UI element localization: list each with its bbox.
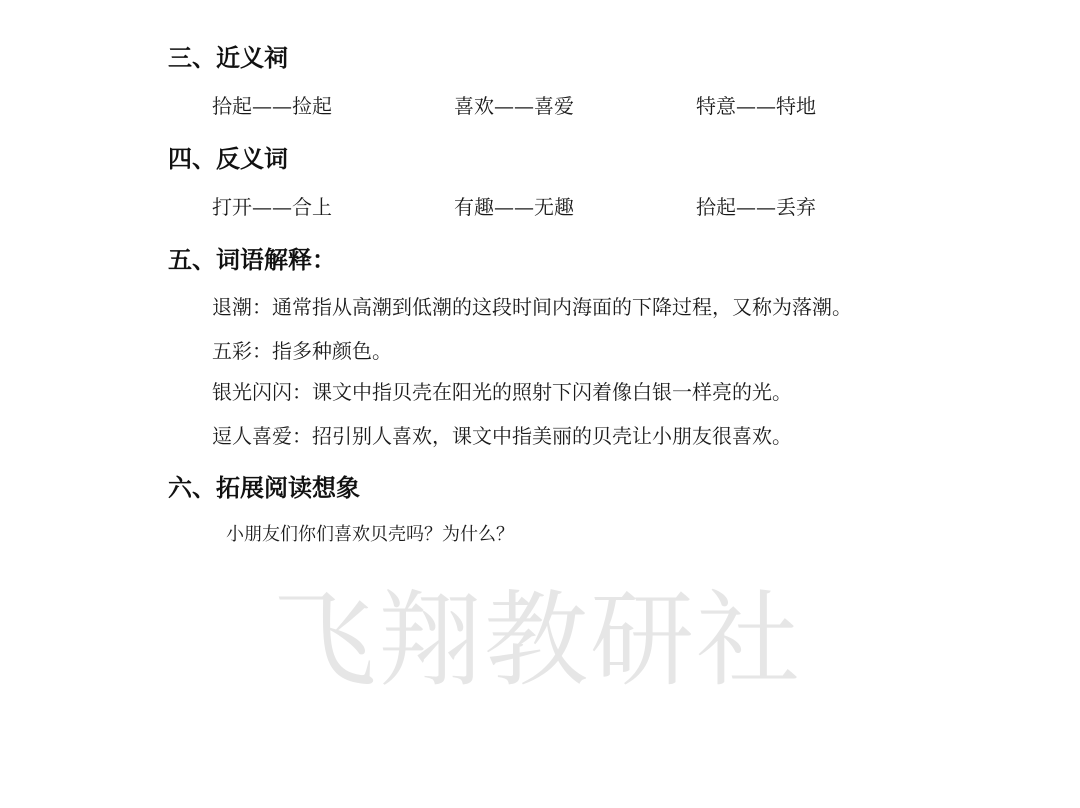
antonym-pair-1: 打开——合上: [212, 195, 332, 219]
antonym-pair-2: 有趣——无趣: [454, 195, 574, 219]
watermark-text: 飞翔教研社: [272, 579, 803, 701]
definition-item-3: 银光闪闪：课文中指贝壳在阳光的照射下闪着像白银一样亮的光。: [212, 380, 792, 404]
synonym-pair-3: 特意——特地: [696, 94, 816, 118]
synonym-pair-2: 喜欢——喜爱: [454, 94, 574, 118]
extension-question: 小朋友们你们喜欢贝壳吗？为什么？: [226, 524, 514, 545]
definitions-heading: 五、词语解释：: [168, 245, 336, 274]
definition-item-4: 逗人喜爱：招引别人喜欢，课文中指美丽的贝壳让小朋友很喜欢。: [212, 424, 792, 448]
definition-item-1: 退潮：通常指从高潮到低潮的这段时间内海面的下降过程，又称为落潮。: [212, 295, 852, 319]
synonyms-heading: 三、近义祠: [168, 43, 288, 72]
extension-heading: 六、拓展阅读想象: [168, 473, 360, 502]
synonym-pair-1: 拾起——捡起: [212, 94, 332, 118]
definition-item-2: 五彩：指多种颜色。: [212, 339, 392, 363]
antonyms-heading: 四、反义词: [168, 144, 288, 173]
antonym-pair-3: 拾起——丢弃: [696, 195, 816, 219]
